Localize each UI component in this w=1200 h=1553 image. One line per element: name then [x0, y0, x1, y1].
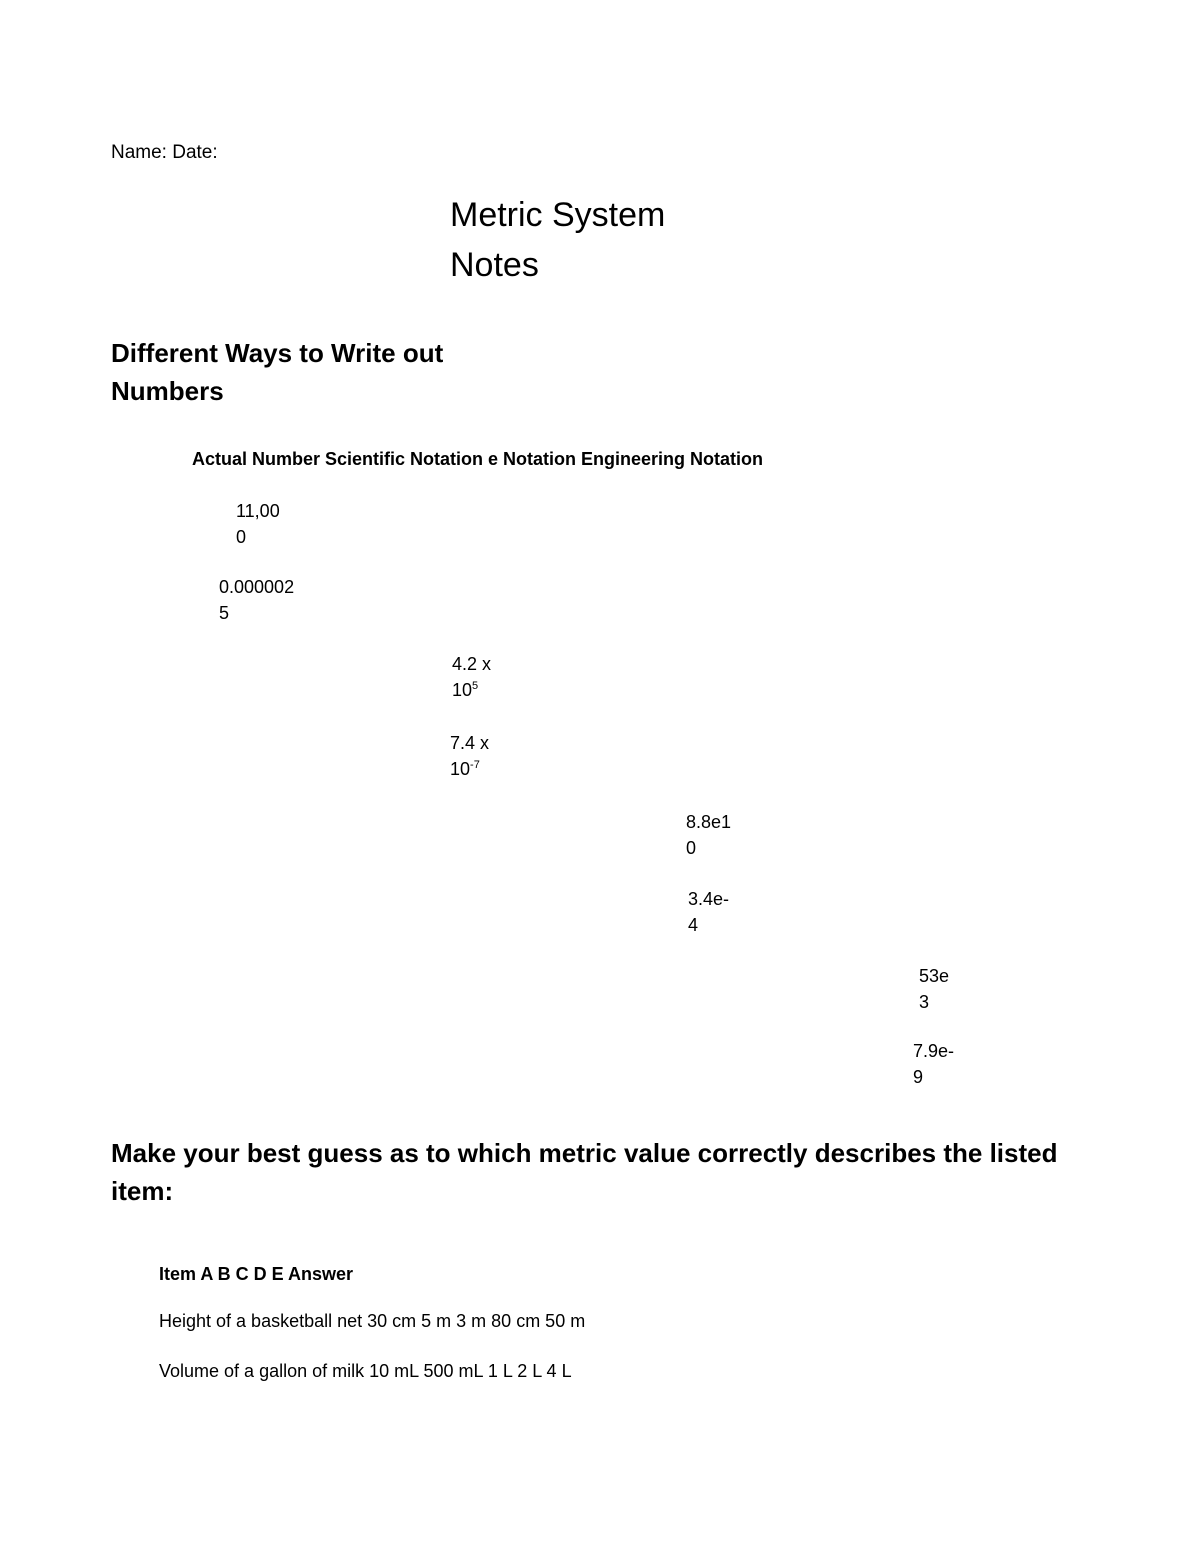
- scientific-notation-cell: [450, 730, 489, 782]
- notation-table-header: Actual Number Scientific Notation e Notation Engineering Notation: [192, 449, 764, 469]
- page-title-line-1: Metric System: [450, 196, 666, 234]
- section-heading-line-1: Different Ways to Write out: [111, 338, 444, 368]
- guess-table-row: Volume of a gallon of milk 10 mL 500 mL 1 L 2 L 4 L: [159, 1361, 572, 1381]
- cell-line: 8.8e1: [686, 812, 732, 832]
- guess-table-header: Item A B C D E Answer: [159, 1264, 354, 1284]
- actual-number-cell: [236, 498, 280, 550]
- engineering-notation-cell: [919, 963, 949, 1015]
- cell-line: 7.9e-: [913, 1041, 955, 1061]
- power-exponent: -7: [470, 759, 480, 771]
- cell-line: 7.4 x: [450, 733, 490, 753]
- scientific-notation-cell: [452, 651, 491, 703]
- guess-table-row: Height of a basketball net 30 cm 5 m 3 m 80 cm 50 m: [159, 1311, 586, 1331]
- e-notation-cell: [686, 809, 731, 861]
- cell-line: 3.4e-: [688, 889, 730, 909]
- section-heading-metric-guess: Make your best guess as to which metric value correctly describes the listed item:: [111, 1138, 1058, 1206]
- cell-line: 9: [913, 1067, 924, 1087]
- cell-line: 3: [919, 992, 930, 1012]
- cell-line: 11,00: [236, 501, 280, 521]
- engineering-notation-cell: [913, 1038, 954, 1090]
- page-title: [450, 190, 665, 290]
- cell-line: 0.000002: [219, 577, 295, 597]
- power-base: 10: [450, 759, 471, 779]
- e-notation-cell: [688, 886, 729, 938]
- power-exponent: 5: [472, 680, 479, 692]
- name-date-line: Name: Date:: [111, 142, 218, 163]
- power-base: 10: [452, 680, 473, 700]
- section-heading-line-2: Numbers: [111, 376, 224, 406]
- cell-line: 4.2 x: [452, 654, 492, 674]
- cell-line: 4: [688, 915, 699, 935]
- cell-power: [452, 677, 491, 703]
- cell-line: 53e: [919, 966, 950, 986]
- cell-line: 0: [236, 527, 247, 547]
- actual-number-cell: [219, 574, 294, 626]
- page-title-line-2: Notes: [450, 246, 539, 284]
- cell-line: 5: [219, 603, 230, 623]
- section-heading-number-formats: [111, 334, 443, 410]
- cell-power: [450, 756, 489, 782]
- cell-line: 0: [686, 838, 697, 858]
